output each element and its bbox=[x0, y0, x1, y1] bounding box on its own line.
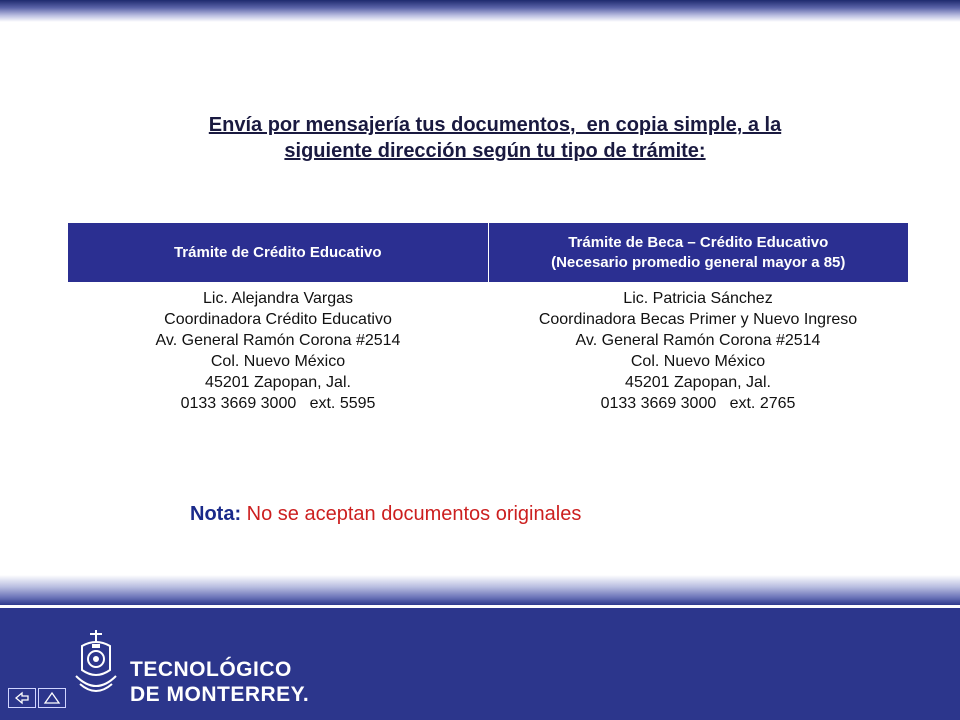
contact-beca bbox=[488, 282, 908, 414]
logo-line-1: TECNOLÓGICO bbox=[130, 658, 292, 681]
contact-city: 45201 Zapopan, Jal. bbox=[205, 374, 351, 391]
contact-colonia: Col. Nuevo México bbox=[210, 353, 346, 370]
address-table bbox=[68, 223, 908, 414]
top-gradient-band bbox=[0, 0, 960, 22]
contact-name: Lic. Patricia Sánchez bbox=[623, 290, 773, 307]
heading-line-2: siguiente dirección según tu tipo de trámite: bbox=[284, 140, 706, 162]
contact-colonia: Col. Nuevo México bbox=[630, 353, 766, 370]
contact-street: Av. General Ramón Corona #2514 bbox=[575, 332, 821, 349]
home-button[interactable] bbox=[38, 688, 66, 708]
contact-name: Lic. Alejandra Vargas bbox=[202, 290, 353, 307]
contact-role: Coordinadora Crédito Educativo bbox=[164, 311, 392, 328]
contact-phone: 0133 3669 3000 ext. 2765 bbox=[600, 395, 796, 412]
page-heading bbox=[150, 112, 840, 164]
note-label: Nota: bbox=[190, 503, 242, 525]
header-beca-requirement: (Necesario promedio general mayor a 85) bbox=[551, 253, 846, 271]
contact-city: 45201 Zapopan, Jal. bbox=[625, 374, 771, 391]
institution-seal-icon bbox=[68, 626, 124, 698]
back-icon bbox=[13, 691, 31, 705]
header-credito-educativo bbox=[68, 223, 488, 282]
slide-nav-buttons bbox=[8, 688, 66, 708]
contact-phone: 0133 3669 3000 ext. 5595 bbox=[180, 395, 376, 412]
footer-gradient bbox=[0, 575, 960, 605]
home-icon bbox=[43, 691, 61, 705]
header-credito-title: Trámite de Crédito Educativo bbox=[173, 243, 382, 261]
table-row bbox=[68, 282, 908, 414]
contact-street: Av. General Ramón Corona #2514 bbox=[155, 332, 401, 349]
heading-line-1: Envía por mensajería tus documentos, en copia simple, a la bbox=[208, 114, 782, 136]
contact-credito bbox=[68, 282, 488, 414]
back-button[interactable] bbox=[8, 688, 36, 708]
header-beca-credito bbox=[488, 223, 908, 282]
institution-logo-text bbox=[130, 657, 309, 707]
note-text: No se aceptan documentos originales bbox=[241, 503, 582, 525]
header-beca-title: Trámite de Beca – Crédito Educativo bbox=[568, 233, 829, 251]
contact-role: Coordinadora Becas Primer y Nuevo Ingreso bbox=[538, 311, 858, 328]
note bbox=[190, 503, 581, 526]
logo-line-2: DE MONTERREY. bbox=[130, 683, 310, 706]
table-header-row bbox=[68, 223, 908, 282]
